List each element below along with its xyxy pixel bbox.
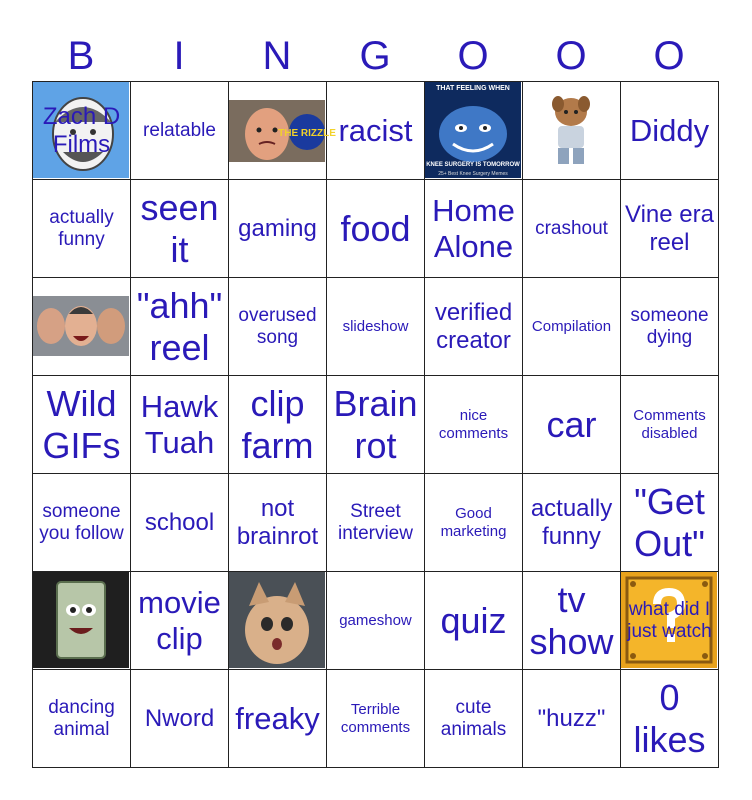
bingo-cell-label: overused song	[238, 304, 317, 348]
bingo-cell-label: quiz	[440, 599, 507, 641]
bingo-cell[interactable]	[327, 180, 425, 278]
bingo-cell-label: crashout	[535, 217, 608, 239]
bingo-cell[interactable]	[425, 376, 523, 474]
bingo-grid	[32, 81, 719, 768]
header-letter: N	[262, 34, 292, 78]
bingo-cell[interactable]	[621, 180, 719, 278]
bingo-cell[interactable]	[33, 474, 131, 572]
bingo-cell[interactable]	[33, 278, 131, 376]
bingo-cell-label: tv show	[529, 579, 614, 662]
bingo-cell[interactable]	[425, 474, 523, 572]
bingo-cell[interactable]	[327, 670, 425, 768]
bingo-cell[interactable]	[327, 82, 425, 180]
bingo-cell[interactable]	[327, 572, 425, 670]
bingo-cell[interactable]	[621, 670, 719, 768]
bingo-cell[interactable]	[523, 474, 621, 572]
meme-footer-caption: 25+ Best Knee Surgery Memes	[438, 171, 508, 177]
bingo-cell-label: racist	[338, 112, 413, 148]
bingo-cell[interactable]	[621, 278, 719, 376]
bingo-cell[interactable]	[523, 82, 621, 180]
bingo-cell-label: gaming	[238, 214, 317, 242]
bingo-cell[interactable]	[425, 670, 523, 768]
rizzle-label: THE RIZZLE	[278, 128, 336, 139]
bingo-cell[interactable]	[425, 180, 523, 278]
bingo-cell-label: Nword	[144, 704, 215, 732]
bingo-cell-label: what did I just watch	[627, 598, 712, 642]
shocked-cat-image	[229, 572, 325, 668]
header-letter: I	[173, 34, 185, 78]
bingo-header	[32, 30, 719, 82]
bingo-cell-label: car	[546, 403, 597, 445]
bingo-cell[interactable]	[621, 376, 719, 474]
bingo-cell[interactable]	[425, 82, 523, 180]
bingo-cell-label: Vine era reel	[625, 200, 714, 256]
bingo-cell-label: freaky	[235, 700, 320, 736]
bingo-cell[interactable]	[131, 278, 229, 376]
bingo-cell-label: movie clip	[138, 584, 221, 656]
bingo-cell-label: food	[340, 207, 411, 249]
dog-cartoon-image	[536, 92, 606, 168]
bingo-cell-label: Zach D Films	[42, 102, 121, 158]
bingo-cell-label: actually funny	[530, 494, 613, 550]
bingo-cell-label: 0 likes	[633, 677, 706, 760]
bingo-cell-label: clip farm	[241, 383, 314, 466]
bingo-cell-label: Compilation	[531, 317, 612, 335]
bingo-cell[interactable]	[33, 82, 131, 180]
bingo-cell[interactable]	[229, 474, 327, 572]
bingo-cell[interactable]	[131, 376, 229, 474]
bingo-cell[interactable]	[621, 474, 719, 572]
bingo-cell-label: Wild GIFs	[42, 383, 121, 466]
bingo-cell[interactable]	[523, 278, 621, 376]
bingo-cell[interactable]	[131, 180, 229, 278]
rizzle-photo	[229, 100, 336, 162]
bingo-cell-label: relatable	[143, 119, 216, 141]
bingo-cell-label: someone dying	[630, 304, 709, 348]
bingo-cell-label: verified creator	[434, 298, 513, 354]
bingo-cell-label: "huzz"	[537, 704, 606, 732]
bingo-cell[interactable]	[229, 82, 336, 180]
bingo-cell[interactable]	[523, 180, 621, 278]
bingo-cell[interactable]	[33, 670, 131, 768]
bingo-cell[interactable]	[229, 180, 327, 278]
bingo-cell[interactable]	[33, 376, 131, 474]
header-letter: O	[653, 34, 685, 78]
grinch-meme-image	[425, 82, 521, 178]
bingo-cell-label: not brainrot	[236, 494, 319, 550]
header-letter: G	[359, 34, 391, 78]
bingo-cell[interactable]	[229, 670, 327, 768]
meme-top-caption: THAT FEELING WHEN	[436, 85, 510, 92]
bingo-cell[interactable]	[229, 376, 327, 474]
bingo-cell[interactable]	[523, 376, 621, 474]
bingo-cell[interactable]	[131, 670, 229, 768]
bingo-cell-label: "Get Out"	[634, 481, 705, 564]
bingo-cell[interactable]	[523, 572, 621, 670]
header-letter: O	[457, 34, 489, 78]
meme-bottom-caption: KNEE SURGERY IS TOMORROW	[426, 162, 520, 168]
bingo-cell[interactable]	[621, 572, 719, 670]
bingo-cell-label: Street interview	[338, 500, 413, 544]
bingo-cell[interactable]	[327, 376, 425, 474]
bingo-cell[interactable]	[425, 572, 523, 670]
bingo-cell-label: nice comments	[438, 407, 509, 442]
bingo-cell-label: Good marketing	[440, 505, 507, 540]
bingo-cell[interactable]	[131, 572, 229, 670]
bingo-cell-label: Comments disabled	[633, 407, 706, 442]
bingo-cell[interactable]	[327, 278, 425, 376]
bingo-cell-label: "ahh" reel	[136, 285, 223, 368]
bingo-cell[interactable]	[131, 82, 229, 180]
bingo-cell[interactable]	[523, 670, 621, 768]
bingo-cell-label: gameshow	[339, 611, 412, 629]
bingo-cell-label: Home Alone	[432, 192, 515, 264]
bingo-cell[interactable]	[33, 180, 131, 278]
bingo-cell-label: Diddy	[629, 112, 710, 148]
bingo-cell-label: Brain rot	[333, 383, 418, 466]
bingo-cell[interactable]	[33, 572, 131, 670]
bingo-cell-label: actually funny	[49, 206, 114, 250]
header-letter: B	[67, 34, 95, 78]
bingo-cell-label: Terrible comments	[340, 701, 411, 736]
dollar-bill-image	[33, 572, 129, 668]
bingo-cell[interactable]	[327, 474, 425, 572]
bingo-cell[interactable]	[229, 278, 327, 376]
bingo-cell[interactable]	[131, 474, 229, 572]
bingo-cell-label: slideshow	[342, 317, 409, 335]
bingo-cell-label: dancing animal	[48, 696, 115, 740]
bingo-cell[interactable]	[425, 278, 523, 376]
bingo-cell-label: Hawk Tuah	[140, 388, 219, 460]
bingo-cell-label: someone you follow	[39, 500, 124, 544]
bingo-cell[interactable]	[621, 82, 719, 180]
bingo-cell-label: cute animals	[440, 696, 507, 740]
bingo-cell-label: school	[144, 508, 215, 536]
group-selfie-image	[33, 296, 129, 356]
bingo-cell[interactable]	[229, 572, 327, 670]
header-letter: O	[555, 34, 587, 78]
bingo-cell-label: seen it	[140, 187, 219, 270]
